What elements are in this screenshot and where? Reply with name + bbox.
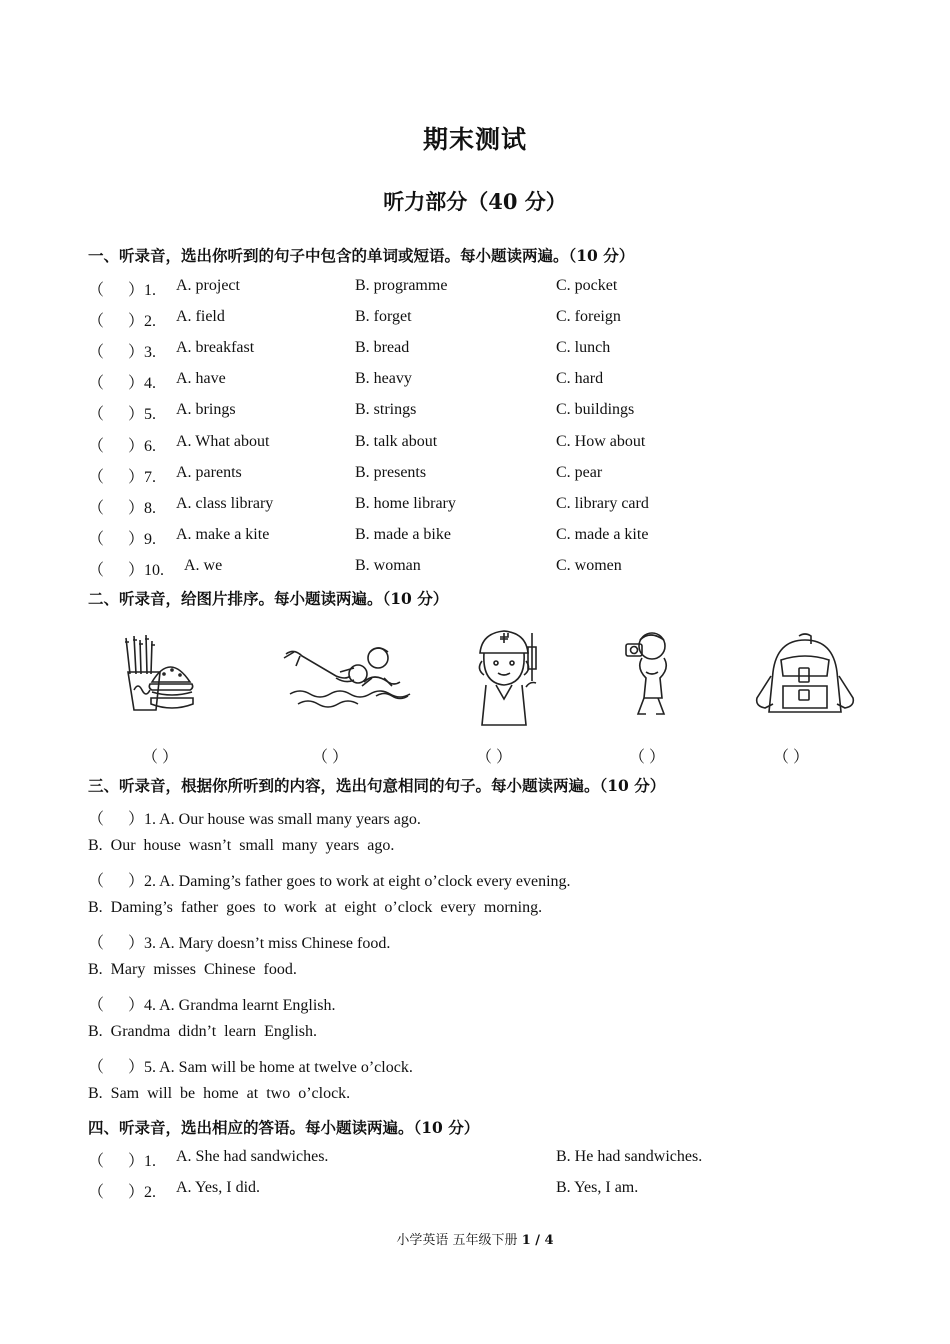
- option-b: B. woman: [355, 556, 421, 574]
- answer-blank-open[interactable]: （: [88, 873, 105, 891]
- question-row: [88, 401, 888, 425]
- option-b: B. presents: [355, 463, 427, 481]
- option-c: C. buildings: [556, 401, 635, 419]
- fast-food-picture: [120, 632, 195, 714]
- question-row: [88, 930, 888, 954]
- answer-blank-open[interactable]: （: [88, 811, 105, 828]
- option-b: B. made a bike: [355, 525, 451, 543]
- option-a: A. breakfast: [176, 339, 255, 357]
- page-number: 1 / 4: [521, 1233, 554, 1248]
- option-c: C. hard: [556, 370, 604, 388]
- section1-heading: 一、听录音，选出你听到的句子中包含的单词或短语。每小题读两遍。（10 分）: [88, 246, 635, 265]
- answer-blank-open[interactable]: （: [88, 935, 105, 953]
- question-number: ）2.: [128, 313, 157, 331]
- picture1-answer-blank[interactable]: （ ）: [142, 749, 179, 766]
- option-a: A. parents: [176, 463, 242, 481]
- option-a: A. What about: [176, 432, 270, 450]
- question-number: ）4.: [128, 375, 157, 393]
- answer-blank-open[interactable]: （: [88, 997, 105, 1015]
- answer-blank-open[interactable]: （: [88, 1153, 105, 1170]
- section2-heading: 二、听录音，给图片排序。每小题读两遍。（10 分）: [88, 589, 449, 608]
- question-row: [88, 370, 888, 394]
- question-row: [88, 992, 888, 1016]
- question-number: ）6.: [128, 437, 157, 455]
- option-c: C. women: [556, 556, 622, 574]
- answer-blank-open[interactable]: （: [88, 561, 105, 579]
- option-b: B. home library: [355, 494, 456, 512]
- swimming-picture: [280, 638, 412, 714]
- option-a: A. class library: [176, 494, 274, 512]
- question-row: [88, 339, 888, 363]
- question-option-a: ）2. A. Daming’s father goes to work at eight o’clock every evening.: [128, 873, 571, 891]
- question-option-b: B. Our house wasn’t small many years ago.: [88, 837, 395, 854]
- answer-blank-open[interactable]: （: [88, 282, 105, 299]
- option-c: C. pocket: [556, 277, 618, 294]
- question-option-b: B. Sam will be home at two o’clock.: [88, 1085, 351, 1103]
- photographer-picture: [622, 628, 680, 720]
- question-row: [88, 1054, 888, 1078]
- answer-blank-open[interactable]: （: [88, 1059, 105, 1077]
- question-row: [88, 1148, 888, 1172]
- option-a: A. field: [176, 308, 225, 326]
- question-number: ）5.: [128, 406, 157, 424]
- section3-heading: 三、听录音，根据你所听到的内容，选出句意相同的句子。每小题读两遍。（10 分）: [88, 776, 666, 795]
- question-option-a: ）3. A. Mary doesn’t miss Chinese food.: [128, 935, 391, 953]
- question-number: ）9.: [128, 530, 157, 548]
- question-option-b: B. Daming’s father goes to work at eight o’clock every morning.: [88, 899, 543, 917]
- answer-blank-open[interactable]: （: [88, 468, 105, 486]
- picture5-answer-blank[interactable]: （ ）: [773, 749, 810, 766]
- option-b: B. strings: [355, 401, 417, 419]
- answer-blank-open[interactable]: （: [88, 499, 105, 517]
- option-b: B. heavy: [355, 370, 412, 388]
- option-b: B. He had sandwiches.: [556, 1148, 703, 1165]
- question-number: ）8.: [128, 499, 157, 517]
- question-number: ）10.: [128, 561, 165, 579]
- section-subtitle: 听力部分（40 分）: [383, 189, 567, 214]
- answer-blank-open[interactable]: （: [88, 313, 105, 331]
- answer-blank-open[interactable]: （: [88, 375, 105, 393]
- page-title: 期末测试: [422, 125, 527, 154]
- answer-blank-open[interactable]: （: [88, 437, 105, 455]
- option-c: C. How about: [556, 432, 646, 450]
- picture2-answer-blank[interactable]: （ ）: [312, 749, 349, 766]
- question-row: [88, 308, 888, 332]
- option-a: A. Yes, I did.: [176, 1179, 261, 1197]
- question-row: [88, 557, 888, 581]
- option-a: A. She had sandwiches.: [176, 1148, 329, 1165]
- question-option-b: B. Mary misses Chinese food.: [88, 961, 297, 979]
- option-b: B. talk about: [355, 432, 438, 450]
- question-row: [88, 495, 888, 519]
- question-option-b: B. Grandma didn’t learn English.: [88, 1023, 317, 1041]
- picture4-answer-blank[interactable]: （ ）: [629, 749, 666, 766]
- question-option-a: ）1. A. Our house was small many years ago.: [128, 811, 421, 828]
- option-a: A. we: [184, 556, 223, 574]
- option-a: A. project: [176, 277, 240, 294]
- question-number: ）1.: [128, 1153, 157, 1170]
- option-c: C. made a kite: [556, 525, 649, 543]
- answer-blank-open[interactable]: （: [88, 1184, 105, 1202]
- question-row: [88, 868, 888, 892]
- question-number: ）1.: [128, 282, 157, 299]
- option-b: B. forget: [355, 308, 412, 326]
- question-row: [88, 433, 888, 457]
- option-b: B. Yes, I am.: [556, 1179, 639, 1197]
- nurse-picture: [470, 627, 550, 727]
- picture3-answer-blank[interactable]: （ ）: [476, 749, 513, 766]
- question-option-a: ）5. A. Sam will be home at twelve o’clock.: [128, 1059, 413, 1077]
- answer-blank-open[interactable]: （: [88, 406, 105, 424]
- question-row: [88, 526, 888, 550]
- option-b: B. bread: [355, 339, 410, 357]
- question-number: ）2.: [128, 1184, 157, 1202]
- question-row: [88, 277, 888, 301]
- backpack-picture: [753, 632, 857, 718]
- answer-blank-open[interactable]: （: [88, 530, 105, 548]
- option-a: A. have: [176, 370, 226, 388]
- question-row: [88, 1179, 888, 1203]
- answer-blank-open[interactable]: （: [88, 344, 105, 362]
- question-number: ）7.: [128, 468, 157, 486]
- option-a: A. make a kite: [176, 525, 270, 543]
- section4-heading: 四、听录音，选出相应的答语。每小题读两遍。（10 分）: [88, 1118, 480, 1137]
- question-row: [88, 806, 888, 830]
- question-number: ）3.: [128, 344, 157, 362]
- question-option-a: ）4. A. Grandma learnt English.: [128, 997, 336, 1015]
- option-b: B. programme: [355, 277, 448, 294]
- option-c: C. pear: [556, 463, 603, 481]
- question-row: [88, 464, 888, 488]
- footer-text: 小学英语 五年级下册: [396, 1233, 518, 1248]
- option-c: C. library card: [556, 494, 649, 512]
- option-c: C. foreign: [556, 308, 621, 326]
- option-a: A. brings: [176, 401, 236, 419]
- option-c: C. lunch: [556, 339, 611, 357]
- page-footer: [0, 1229, 950, 1248]
